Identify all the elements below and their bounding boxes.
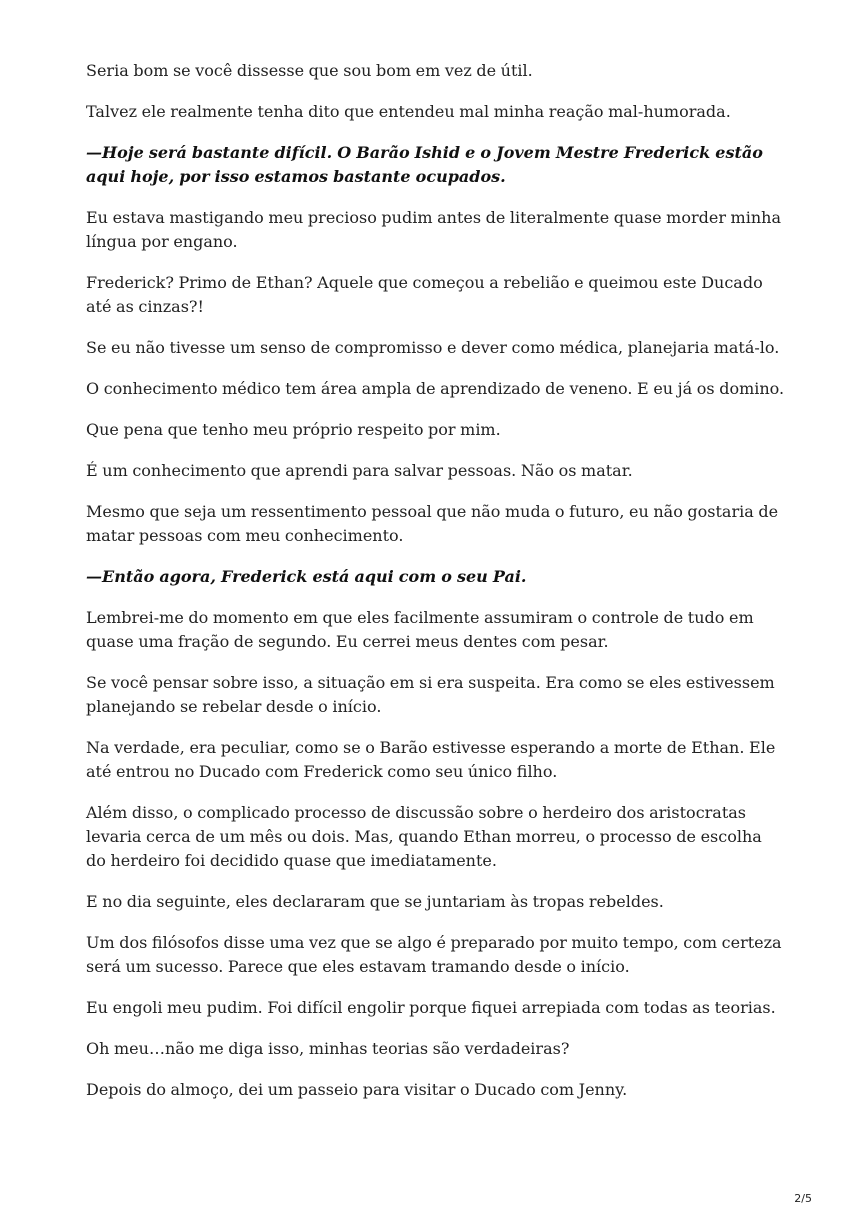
paragraph: Se eu não tivesse um senso de compromisso e dever como médica, planejaria matá-lo. xyxy=(86,338,780,357)
paragraph: Lembrei-me do momento em que eles facilmente assumiram o controle de tudo em quase uma fração de segundo. Eu cerrei meus dentes com pesar. xyxy=(86,608,754,651)
paragraph: Mesmo que seja um ressentimento pessoal que não muda o futuro, eu não gostaria de matar pessoas com meu conhecimento. xyxy=(86,502,779,545)
paragraph: Seria bom se você dissesse que sou bom em vez de útil. xyxy=(86,61,533,80)
paragraph: Um dos filósofos disse uma vez que se algo é preparado por muito tempo, com certeza será um sucesso. Parece que eles estavam tramando desde o início. xyxy=(86,933,782,976)
paragraph: Eu engoli meu pudim. Foi difícil engolir porque fiquei arrepiada com todas as teorias. xyxy=(86,998,776,1017)
paragraph: Na verdade, era peculiar, como se o Barão estivesse esperando a morte de Ethan. Ele até entrou no Ducado com Frederick como seu único filho. xyxy=(86,738,776,781)
paragraph: Se você pensar sobre isso, a situação em si era suspeita. Era como se eles estivessem planejando se rebelar desde o início. xyxy=(86,673,775,716)
paragraph: Oh meu…não me diga isso, minhas teorias são verdadeiras? xyxy=(86,1039,570,1058)
paragraph: Frederick? Primo de Ethan? Aquele que começou a rebelião e queimou este Ducado até as cinzas?! xyxy=(86,273,763,316)
page-number: 2/5 xyxy=(794,1192,812,1205)
paragraph: Além disso, o complicado processo de discussão sobre o herdeiro dos aristocratas levaria cerca de um mês ou dois. Mas, quando Ethan morreu, o processo de escolha do herdeiro foi decidido quase que imediatamente. xyxy=(86,803,762,870)
document-body xyxy=(86,59,786,1119)
paragraph: Talvez ele realmente tenha dito que entendeu mal minha reação mal-humorada. xyxy=(86,102,731,121)
paragraph: Eu estava mastigando meu precioso pudim antes de literalmente quase morder minha língua por engano. xyxy=(86,208,781,251)
paragraph: E no dia seguinte, eles declararam que se juntariam às tropas rebeldes. xyxy=(86,892,664,911)
paragraph: O conhecimento médico tem área ampla de aprendizado de veneno. E eu já os domino. xyxy=(86,379,785,398)
paragraph: Que pena que tenho meu próprio respeito por mim. xyxy=(86,420,501,439)
paragraph: Depois do almoço, dei um passeio para visitar o Ducado com Jenny. xyxy=(86,1080,628,1099)
dialogue-paragraph: —Hoje será bastante difícil. O Barão Ishid e o Jovem Mestre Frederick estão aqui hoje, por isso estamos bastante ocupados. xyxy=(86,143,763,186)
paragraph: É um conhecimento que aprendi para salvar pessoas. Não os matar. xyxy=(86,461,633,480)
dialogue-paragraph: —Então agora, Frederick está aqui com o seu Pai. xyxy=(86,567,527,586)
